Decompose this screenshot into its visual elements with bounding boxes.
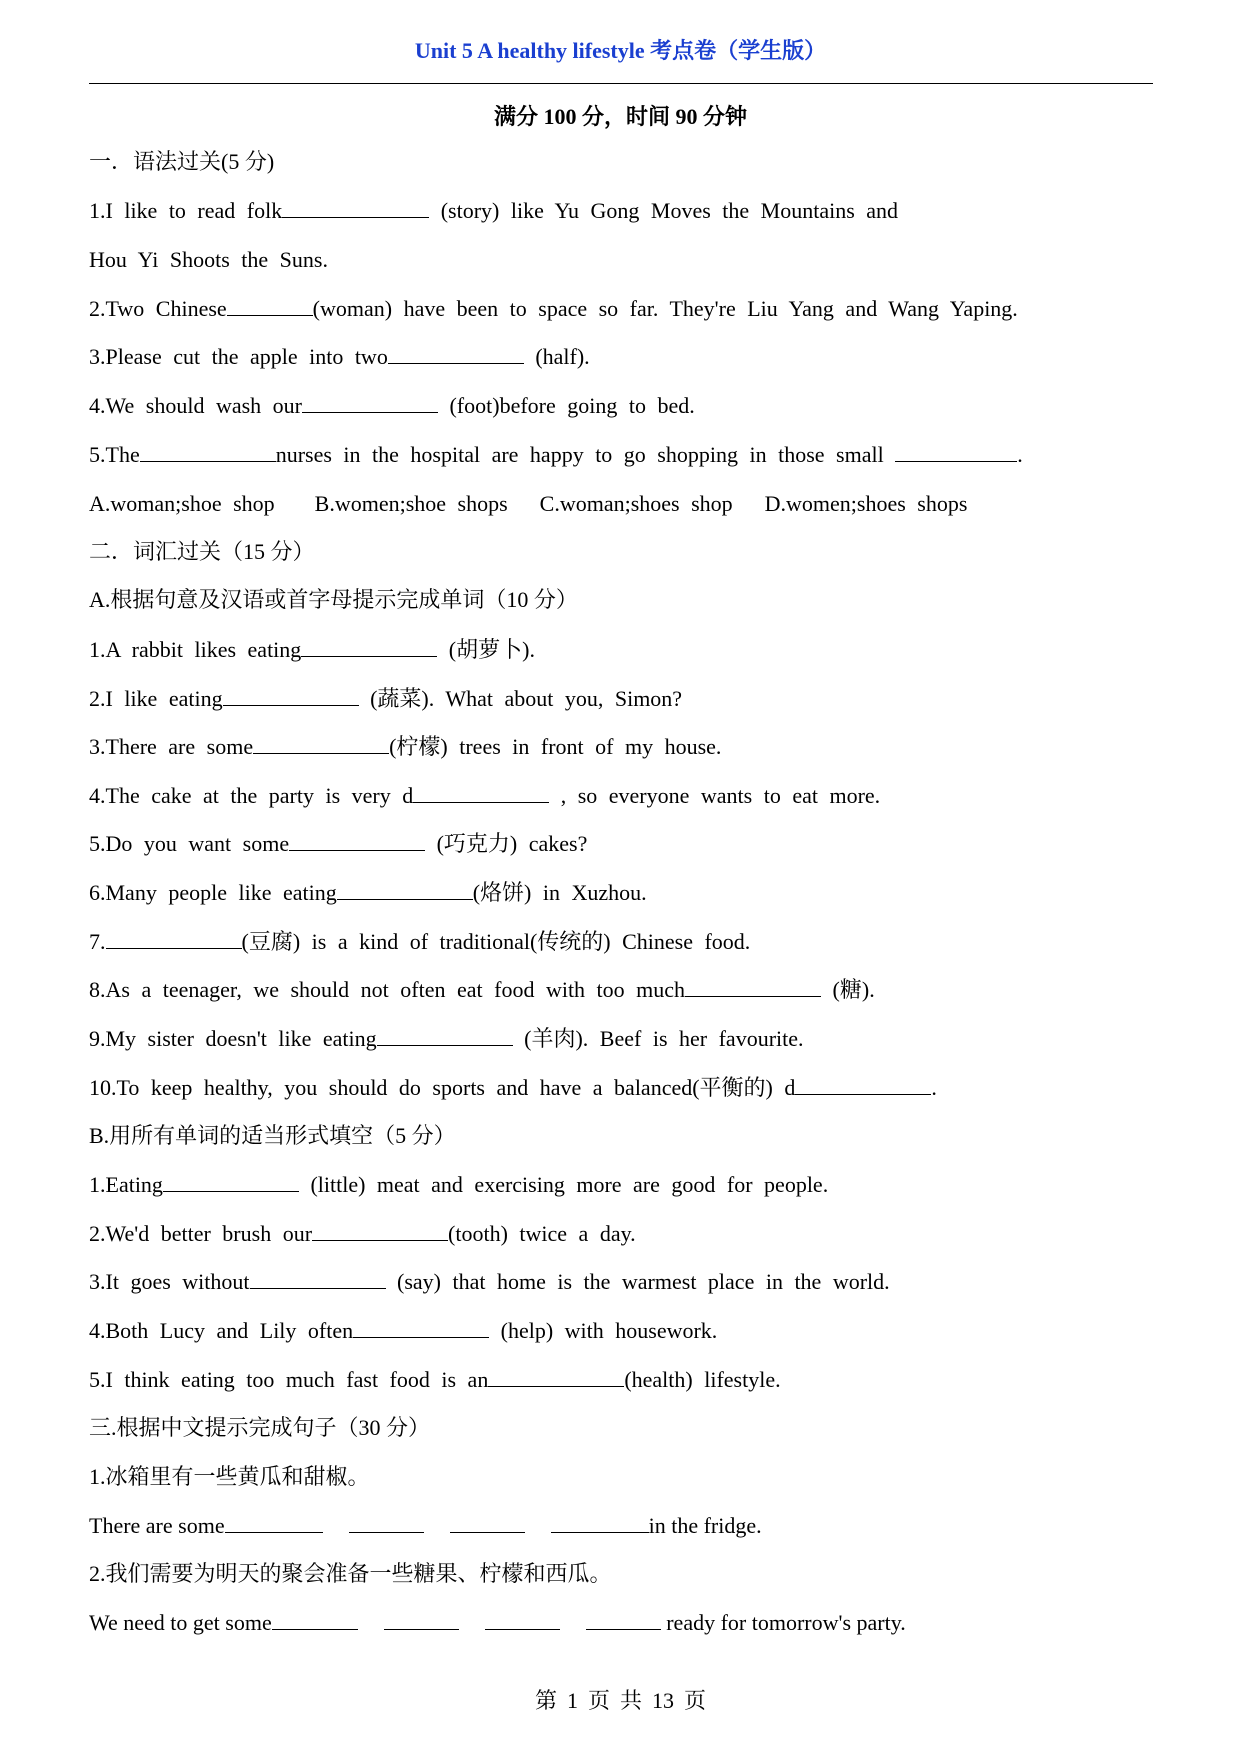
- question-2b-2: 2.We'd better brush our (tooth) twice a day.: [89, 1221, 636, 1246]
- answer-blank[interactable]: [388, 343, 524, 364]
- question-1-2: 2.Two Chinese (woman) have been to space so far. They're Liu Yang and Wang Yaping.: [89, 296, 1018, 321]
- answer-blank[interactable]: [163, 1171, 299, 1192]
- answer-blank[interactable]: [586, 1609, 661, 1630]
- answer-blank[interactable]: [289, 830, 425, 851]
- answer-blank[interactable]: [685, 976, 821, 997]
- question-2a-4: 4.The cake at the party is very d , so everyone wants to eat more.: [89, 783, 881, 808]
- answer-blank[interactable]: [301, 636, 437, 657]
- question-2a-3: 3.There are some (柠檬) trees in front of my house.: [89, 734, 722, 759]
- question-2a-9: 9.My sister doesn't like eating (羊肉). Beef is her favourite.: [89, 1026, 804, 1051]
- question-2a-5: 5.Do you want some (巧克力) cakes?: [89, 831, 588, 856]
- option-d[interactable]: D.women;shoes shops: [764, 491, 968, 516]
- answer-blank[interactable]: [223, 685, 359, 706]
- question-1-5-options: [89, 490, 967, 518]
- question-2b-5: 5.I think eating too much fast food is an (health) lifestyle.: [89, 1367, 781, 1392]
- question-2a-8: 8.As a teenager, we should not often eat food with too much (糖).: [89, 977, 875, 1002]
- question-1-5: 5.The nurses in the hospital are happy to go shopping in those small .: [89, 442, 1023, 467]
- question-1-3: 3.Please cut the apple into two (half).: [89, 344, 590, 369]
- answer-blank[interactable]: [384, 1609, 459, 1630]
- question-2a-6: 6.Many people like eating (烙饼) in Xuzhou.: [89, 880, 647, 905]
- answer-blank[interactable]: [353, 1317, 489, 1338]
- section2-part-a-heading: A.根据句意及汉语或首字母提示完成单词（10 分）: [89, 587, 578, 612]
- option-a[interactable]: A.woman;shoe shop: [89, 491, 275, 516]
- answer-blank[interactable]: [485, 1609, 560, 1630]
- question-1-1-cont: Hou Yi Shoots the Suns.: [89, 247, 328, 272]
- answer-blank[interactable]: [450, 1512, 525, 1533]
- answer-blank[interactable]: [282, 197, 429, 218]
- question-3-1: There are some in the fridge.: [89, 1513, 762, 1538]
- section1-heading: 一．语法过关(5 分): [89, 149, 275, 174]
- question-2b-3: 3.It goes without (say) that home is the warmest place in the world.: [89, 1269, 890, 1294]
- exam-info: 满分 100 分，时间 90 分钟: [493, 104, 747, 129]
- answer-blank[interactable]: [312, 1220, 448, 1241]
- answer-blank[interactable]: [140, 441, 276, 462]
- section3-heading: 三.根据中文提示完成句子（30 分）: [89, 1415, 431, 1440]
- answer-blank[interactable]: [225, 1512, 323, 1533]
- answer-blank[interactable]: [253, 733, 389, 754]
- answer-blank[interactable]: [551, 1512, 649, 1533]
- answer-blank[interactable]: [895, 441, 1017, 462]
- document-header-title: Unit 5 A healthy lifestyle 考点卷（学生版）: [414, 38, 827, 63]
- question-3-1-chinese: 1.冰箱里有一些黄瓜和甜椒。: [89, 1464, 370, 1489]
- question-1-4: 4.We should wash our (foot)before going to bed.: [89, 393, 695, 418]
- page-footer: 第 1 页 共 13 页: [534, 1688, 707, 1713]
- question-2b-1: 1.Eating (little) meat and exercising more are good for people.: [89, 1172, 829, 1197]
- answer-blank[interactable]: [106, 928, 242, 949]
- answer-blank[interactable]: [272, 1609, 358, 1630]
- question-2a-10: 10.To keep healthy, you should do sports and have a balanced(平衡的) d .: [89, 1075, 937, 1100]
- current-page-number: 1: [566, 1688, 578, 1713]
- section2-heading: 二．词汇过关（15 分）: [89, 539, 315, 564]
- question-1-1: 1.I like to read folk (story) like Yu Gong Moves the Mountains and: [89, 198, 899, 223]
- question-2a-2: 2.I like eating (蔬菜). What about you, Simon?: [89, 686, 683, 711]
- answer-blank[interactable]: [250, 1268, 386, 1289]
- question-2a-7: 7. (豆腐) is a kind of traditional(传统的) Chinese food.: [89, 929, 751, 954]
- option-c[interactable]: C.woman;shoes shop: [539, 491, 733, 516]
- question-2a-1: 1.A rabbit likes eating (胡萝卜).: [89, 637, 535, 662]
- answer-blank[interactable]: [377, 1025, 513, 1046]
- answer-blank[interactable]: [795, 1074, 931, 1095]
- question-2b-4: 4.Both Lucy and Lily often (help) with housework.: [89, 1318, 718, 1343]
- answer-blank[interactable]: [227, 295, 313, 316]
- answer-blank[interactable]: [349, 1512, 424, 1533]
- answer-blank[interactable]: [488, 1366, 624, 1387]
- total-page-count: 13: [652, 1688, 675, 1713]
- answer-blank[interactable]: [337, 879, 473, 900]
- question-3-2-chinese: 2.我们需要为明天的聚会准备一些糖果、柠檬和西瓜。: [89, 1561, 612, 1586]
- answer-blank[interactable]: [413, 782, 549, 803]
- option-b[interactable]: B.women;shoe shops: [314, 491, 508, 516]
- question-3-2: We need to get some ready for tomorrow's party.: [89, 1610, 906, 1635]
- header-divider: [89, 83, 1153, 84]
- answer-blank[interactable]: [302, 392, 438, 413]
- section2-part-b-heading: B.用所有单词的适当形式填空（5 分）: [89, 1123, 456, 1148]
